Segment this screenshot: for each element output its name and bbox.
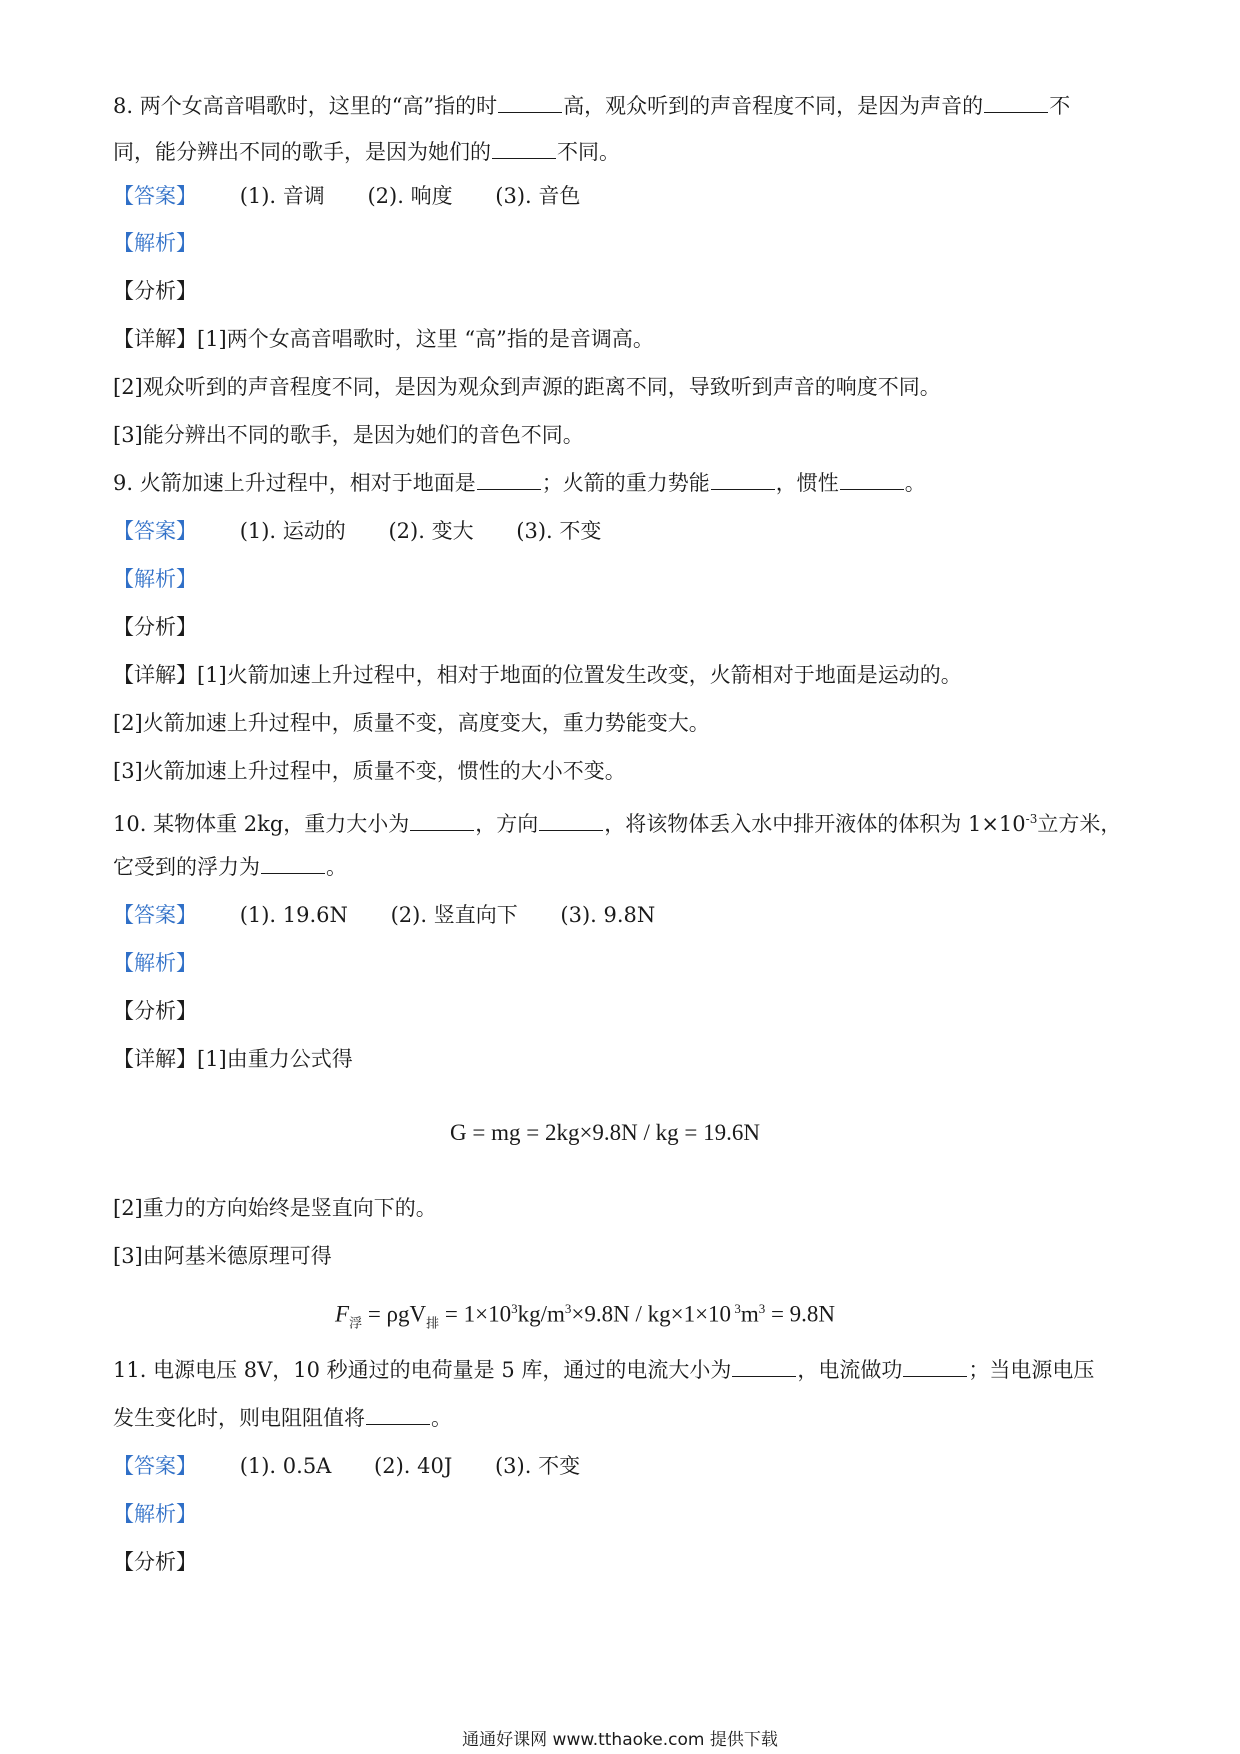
formula-exp-1: 3 (511, 1301, 518, 1316)
q10-blank-1[interactable] (410, 812, 474, 831)
q10-text-c: ，将该物体丢入水中排开液体的体积为 1×10 (604, 812, 1026, 836)
formula-F-sub: 浮 (349, 1315, 363, 1331)
q8-stem-line2 (113, 137, 620, 167)
page-footer[interactable]: 通通好课网 www.tthaoke.com 提供下载 (462, 1730, 778, 1750)
q11-analysis-tag: 【解析】 (113, 1502, 197, 1526)
q8-detail-3: [3]能分辨出不同的歌手，是因为她们的音色不同。 (113, 423, 584, 447)
q8-blank-2[interactable] (984, 94, 1048, 113)
q11-fenxi-tag: 【分析】 (113, 1550, 197, 1574)
q9-text-d: 。 (904, 471, 926, 495)
q9-blank-3[interactable] (840, 471, 904, 490)
q11-blank-1[interactable] (732, 1358, 796, 1377)
q10-blank-3[interactable] (261, 855, 325, 874)
q11-text-a: 11. 电源电压 8V，10 秒通过的电荷量是 5 库，通过的电流大小为 (113, 1358, 732, 1382)
q10-stem-line2 (113, 852, 347, 882)
formula-part-5: = 9.8N (765, 1301, 836, 1327)
q11-text-d: 发生变化时，则电阻阻值将 (113, 1406, 365, 1430)
q8-blank-1[interactable] (498, 94, 562, 113)
formula-exp-2: 3 (564, 1301, 572, 1316)
q10-answer-2: (2). 竖直向下 (390, 903, 518, 927)
gravity-formula: G = mg = 2kg×9.8N / kg = 19.6N (450, 1120, 760, 1145)
q10-text-f: 。 (326, 855, 347, 879)
q10-text-a: 10. 某物体重 2kg，重力大小为 (113, 812, 410, 836)
q9-detail-2: [2]火箭加速上升过程中，质量不变，高度变大，重力势能变大。 (113, 711, 710, 735)
q8-text-b: 高，观众听到的声音程度不同，是因为声音的 (563, 94, 984, 118)
q9-fenxi-tag: 【分析】 (113, 615, 197, 639)
formula-part-2: kg/m (517, 1301, 565, 1327)
formula-V-sub: 排 (426, 1315, 440, 1331)
formula-F: F (335, 1301, 350, 1327)
q8-answer-2: (2). 响度 (367, 184, 453, 208)
q9-stem-line1 (113, 468, 926, 498)
q11-text-e: 。 (431, 1406, 452, 1430)
q9-detail-3: [3]火箭加速上升过程中，质量不变，惯性的大小不变。 (113, 759, 626, 783)
q10-detail-2: [2]重力的方向始终是竖直向下的。 (113, 1196, 437, 1220)
q8-fenxi-tag: 【分析】 (113, 279, 197, 303)
q8-answer-tag: 【答案】 (113, 184, 197, 208)
q8-text-e: 不同。 (557, 140, 620, 164)
q11-text-c: ；当电源电压 (968, 1358, 1095, 1382)
q11-answer-3: (3). 不变 (494, 1454, 581, 1478)
q11-blank-2[interactable] (903, 1358, 967, 1377)
q8-stem-line1 (113, 91, 1070, 121)
q10-answer-3: (3). 9.8N (560, 903, 656, 927)
q8-text-d: 同，能分辨出不同的歌手，是因为她们的 (113, 140, 491, 164)
q8-blank-3[interactable] (492, 140, 556, 159)
q10-detail-tag: 【详解】 (113, 1047, 197, 1071)
q8-text-c: 不 (1049, 94, 1071, 118)
q9-answer-1: (1). 运动的 (239, 519, 346, 543)
q8-answer-1: (1). 音调 (239, 184, 325, 208)
q8-answer-line (113, 181, 580, 211)
q9-blank-1[interactable] (477, 471, 541, 490)
formula-part-4: m (740, 1301, 759, 1327)
q8-detail-1-text: [1]两个女高音唱歌时，这里 “高”指的是音调高。 (197, 327, 654, 351)
q9-answer-3: (3). 不变 (516, 519, 602, 543)
formula-part-1: = 1×10 (439, 1301, 512, 1327)
q10-exponent: -3 (1025, 812, 1038, 826)
q11-answer-line (113, 1451, 580, 1481)
q8-text-a: 8. 两个女高音唱歌时，这里的“高”指的时 (113, 94, 498, 118)
formula-exp-4: 3 (758, 1301, 766, 1316)
q8-detail-1 (113, 324, 654, 354)
q10-text-e: 它受到的浮力为 (113, 855, 260, 879)
formula-exp-3: 3 (731, 1301, 741, 1316)
q9-text-b: ；火箭的重力势能 (541, 471, 710, 495)
buoyancy-formula (335, 1293, 835, 1339)
q8-detail-tag: 【详解】 (113, 327, 197, 351)
q8-analysis-tag: 【解析】 (113, 231, 197, 255)
q11-stem-line2 (113, 1403, 452, 1433)
formula-rho-g-V: = ρgV (362, 1301, 427, 1327)
q11-blank-3[interactable] (366, 1406, 430, 1425)
q9-detail-tag: 【详解】 (113, 663, 197, 687)
q11-answer-tag: 【答案】 (113, 1454, 197, 1478)
q9-blank-2[interactable] (711, 471, 775, 490)
q10-answer-1: (1). 19.6N (239, 903, 348, 927)
q8-detail-2: [2]观众听到的声音程度不同，是因为观众到声源的距离不同，导致听到声音的响度不同。 (113, 375, 941, 399)
q9-text-a: 9. 火箭加速上升过程中，相对于地面是 (113, 471, 476, 495)
q10-detail-3: [3]由阿基米德原理可得 (113, 1244, 332, 1268)
q10-stem-line1 (113, 804, 1121, 839)
q10-detail-1 (113, 1044, 353, 1074)
q10-analysis-tag: 【解析】 (113, 951, 197, 975)
q10-text-b: ，方向 (475, 812, 539, 836)
q10-answer-tag: 【答案】 (113, 903, 197, 927)
q11-stem-line1 (113, 1355, 1094, 1385)
formula-part-3: ×9.8N / kg×1×10 (571, 1301, 732, 1327)
q9-text-c: ，惯性 (775, 471, 839, 495)
q10-blank-2[interactable] (539, 812, 603, 831)
q9-answer-line (113, 516, 601, 546)
q8-answer-3: (3). 音色 (495, 184, 581, 208)
q10-detail-1-text: [1]由重力公式得 (197, 1047, 353, 1071)
q10-text-d: 立方米， (1037, 812, 1122, 836)
q11-answer-1: (1). 0.5A (239, 1454, 332, 1478)
q9-answer-tag: 【答案】 (113, 519, 197, 543)
q9-detail-1-text: [1]火箭加速上升过程中，相对于地面的位置发生改变，火箭相对于地面是运动的。 (197, 663, 962, 687)
q9-detail-1 (113, 660, 962, 690)
q10-fenxi-tag: 【分析】 (113, 999, 197, 1023)
q11-text-b: ，电流做功 (797, 1358, 903, 1382)
q10-answer-line (113, 900, 655, 930)
q9-analysis-tag: 【解析】 (113, 567, 197, 591)
q11-answer-2: (2). 40J (374, 1454, 453, 1478)
q9-answer-2: (2). 变大 (388, 519, 474, 543)
